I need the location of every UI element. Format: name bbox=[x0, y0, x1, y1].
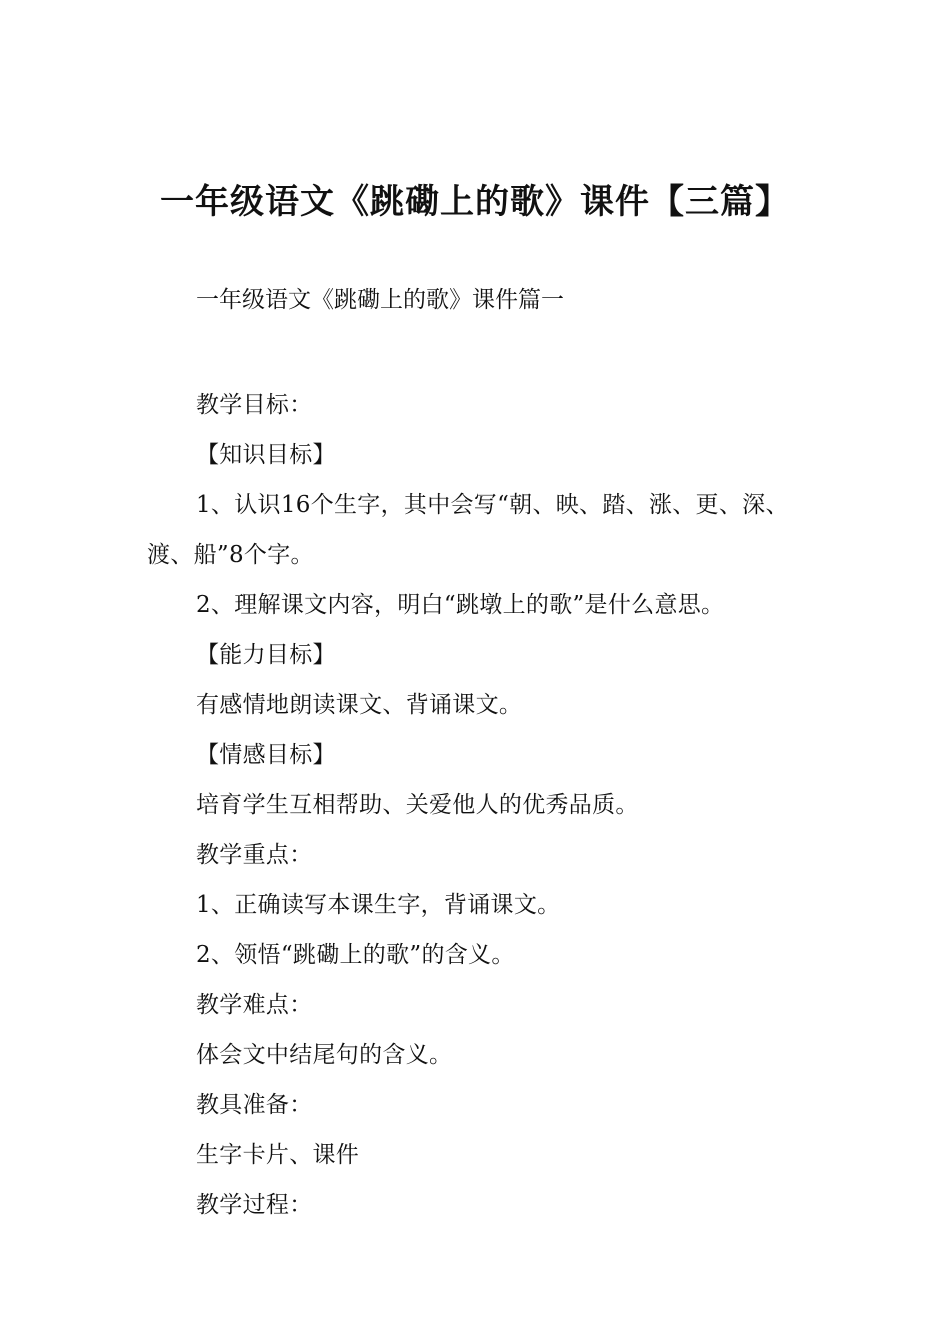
document-title: 一年级语文《跳磡上的歌》课件【三篇】 bbox=[160, 182, 790, 222]
paragraph-ability-text: 有感情地朗读课文、背诵课文。 bbox=[196, 692, 523, 718]
paragraph-difficulty-text: 体会文中结尾句的含义。 bbox=[196, 1042, 453, 1068]
paragraph-teaching-goals: 教学目标： bbox=[196, 392, 313, 418]
paragraph-emotion-goals: 【情感目标】 bbox=[196, 742, 336, 768]
paragraph-goal-1: 1、认识16个生字，其中会写“朝、映、踏、涨、更、深、渡、船”8个字。 bbox=[147, 492, 789, 568]
document-body bbox=[147, 380, 807, 1230]
paragraph-goal-2: 2、理解课文内容，明白“跳墩上的歌”是什么意思。 bbox=[196, 592, 725, 618]
paragraph-emotion-text: 培育学生互相帮助、关爱他人的优秀品质。 bbox=[196, 792, 639, 818]
paragraph-materials: 教具准备： bbox=[196, 1092, 313, 1118]
paragraph-knowledge-goals: 【知识目标】 bbox=[196, 442, 336, 468]
paragraph-key-point-1: 1、正确读写本课生字，背诵课文。 bbox=[196, 892, 561, 918]
paragraph-key-point-2: 2、领悟“跳磡上的歌”的含义。 bbox=[196, 942, 515, 968]
paragraph-process: 教学过程： bbox=[196, 1192, 313, 1218]
paragraph-ability-goals: 【能力目标】 bbox=[196, 642, 336, 668]
paragraph-key-points: 教学重点： bbox=[196, 842, 313, 868]
section-heading: 一年级语文《跳磡上的歌》课件篇一 bbox=[196, 287, 564, 313]
paragraph-difficulties: 教学难点： bbox=[196, 992, 313, 1018]
paragraph-materials-text: 生字卡片、课件 bbox=[196, 1142, 360, 1168]
